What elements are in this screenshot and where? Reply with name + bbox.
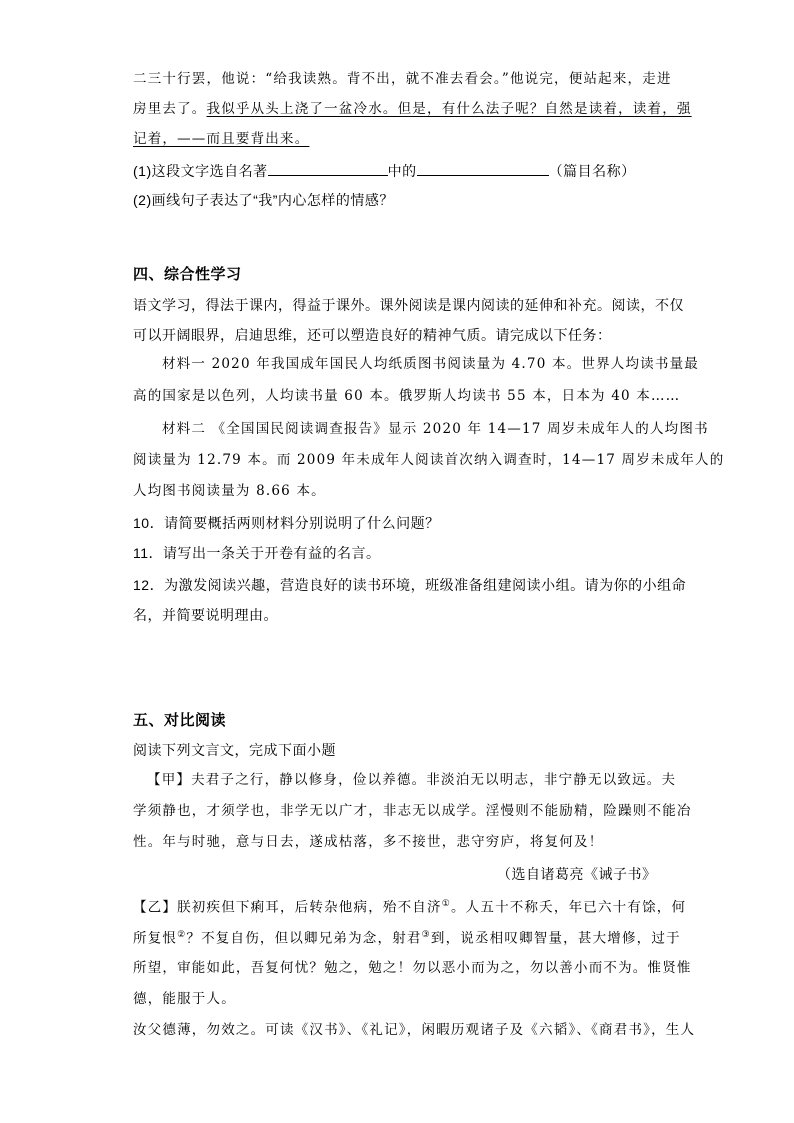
section-4-title: 四、综合性学习: [133, 266, 242, 283]
jia-line-3: 性。年与时驰，意与日去，遂成枯落，多不接世，悲守穷庐，将复何及！: [133, 834, 604, 850]
section-4-intro-1: 语文学习，得法于课内，得益于课外。课外阅读是课内阅读的延伸和补充。阅读，不仅: [133, 297, 684, 313]
yi-line-4: 德，能服于人。: [133, 991, 236, 1007]
question-12-line-1: 12．为激发阅读兴趣，营造良好的读书环境，班级准备组建阅读小组。请为你的小组命: [133, 577, 687, 593]
yi-line-2: 所复恨②？不复自伤，但以卿兄弟为念，射君③到，说丞相叹卿智量，甚大增修，过于: [133, 930, 681, 947]
answer-blank-chapter[interactable]: [417, 163, 549, 176]
question-1: (1)这段文字选自名著 中的 （篇目名称）: [133, 163, 636, 179]
footnote-2: ②: [177, 930, 187, 940]
material-2-line-3: 人均图书阅读量为 8.66 本。: [133, 483, 326, 499]
jia-source: （选自诸葛亮《诫子书》: [497, 866, 657, 882]
question-12-line-2: 名，并简要说明理由。: [133, 607, 278, 623]
material-2-line-2: 阅读量为 12.79 本。而 2009 年未成年人阅读首次纳入调查时，14—17 周岁未成年人的: [133, 452, 725, 468]
question-2: (2)画线句子表达了“我”内心怎样的情感？: [133, 192, 394, 208]
jia-line-2: 学须静也，才须学也，非学无以广才，非志无以成学。淫慢则不能励精，险躁则不能冶: [133, 803, 692, 819]
yi-line-5: 汝父德薄，勿效之。可读《汉书》、《礼记》，闲暇历观诸子及《六韬》、《商君书》，生人: [133, 1022, 696, 1038]
passage-line-3: [133, 133, 309, 147]
material-1-line-1: 材料一 2020 年我国成年国民人均纸质图书阅读量为 4.70 本。世界人均读书量最: [162, 356, 699, 372]
underlined-sentence: 我似乎从头上浇了一盆冷水。但是，有什么法子呢？自然是读着，读着，强: [206, 101, 692, 117]
answer-blank-book[interactable]: [268, 163, 388, 176]
footnote-1: ①: [441, 899, 451, 909]
passage-line-2: 房里去了。我似乎从头上浇了一盆冷水。但是，有什么法子呢？自然是读着，读着，强: [133, 101, 692, 117]
material-2-line-1: 材料二 《全国国民阅读调查报告》显示 2020 年 14—17 周岁未成年人的人均图书: [162, 421, 709, 437]
footnote-3: ③: [421, 930, 431, 940]
yi-line-3: 所望，审能如此，吾复何忧？勉之，勉之！勿以恶小而为之，勿以善小而不为。惟贤惟: [133, 960, 692, 976]
passage-line-1: 二三十行罢，他说：“给我读熟。背不出，就不准去看会。”他说完，便站起来，走进: [133, 71, 672, 87]
section-4-intro-2: 可以开阔眼界，启迪思维，还可以塑造良好的精神气质。请完成以下任务：: [133, 327, 612, 343]
question-11: 11．请写出一条关于开卷有益的名言。: [133, 545, 381, 561]
section-5-instruction: 阅读下列文言文，完成下面小题: [133, 742, 336, 758]
question-10: 10．请简要概括两则材料分别说明了什么问题？: [133, 515, 440, 531]
section-5-title: 五、对比阅读: [133, 712, 227, 729]
material-1-line-2: 高的国家是以色列，人均读书量 60 本。俄罗斯人均读书 55 本，日本为 40 本……: [133, 388, 681, 404]
underlined-sentence-end: 记着，——而且要背出来。: [133, 131, 310, 147]
jia-line-1: 【甲】夫君子之行，静以修身，俭以养德。非淡泊无以明志，非宁静无以致远。夫: [147, 772, 677, 788]
yi-line-1: 【乙】朕初疾但下痢耳，后转杂他病，殆不自济①。人五十不称夭，年已六十有馀，何: [133, 899, 687, 916]
